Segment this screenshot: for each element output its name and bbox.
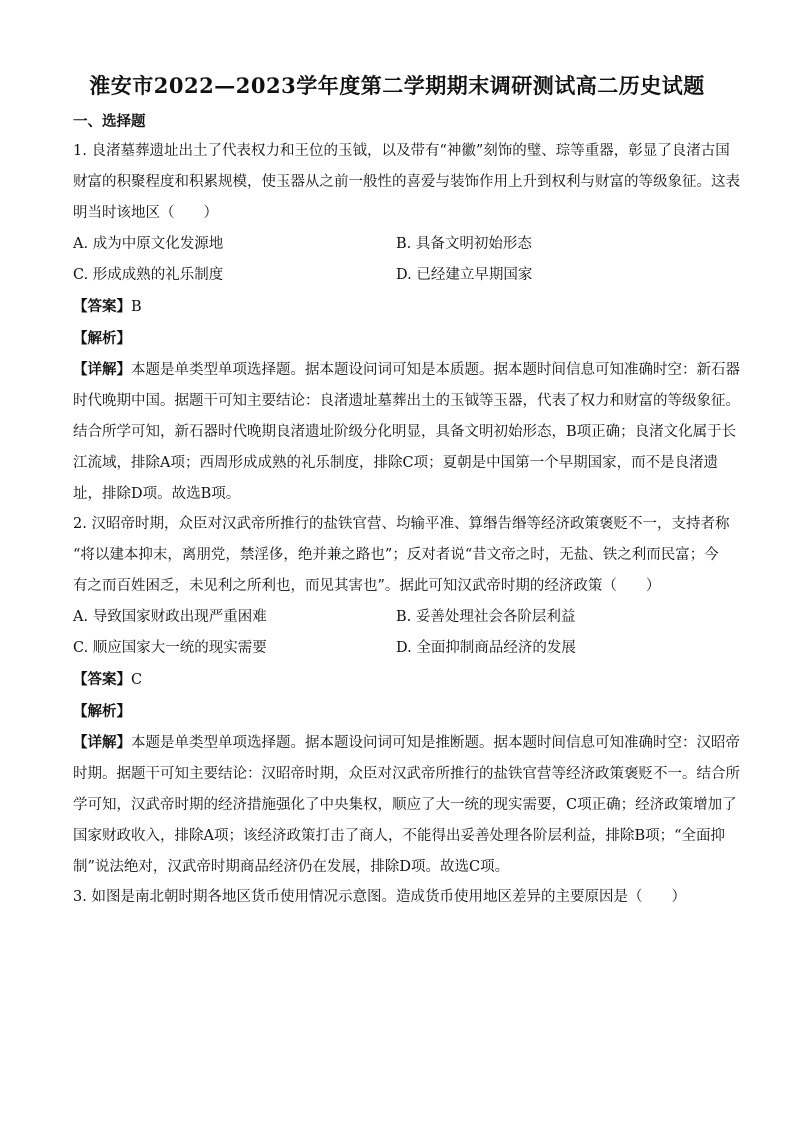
option-c: C. 形成成熟的礼乐制度 [73, 267, 224, 283]
detail-text: 本题是单类型单项选择题。据本题设问词可知是本质题。据本题时间信息可知准确时空：新石器 [131, 362, 740, 378]
detail-line: 结合所学可知，新石器时代晚期良渚遗址阶级分化明显，具备文明初始形态，B项正确；良渚文化属于长 [73, 424, 737, 440]
question-stem-line: 2. 汉昭帝时期，众臣对汉武帝所推行的盐铁官营、均输平准、算缗告缗等经济政策褒贬不一，支持者称 [73, 516, 730, 532]
question-2 [73, 509, 740, 883]
question-3 [73, 882, 723, 913]
detail-line [73, 354, 740, 386]
detail-line: 国家财政收入，排除A项；该经济政策打击了商人，不能得出妥善处理各阶层利益，排除B项；“全面抑 [73, 828, 726, 844]
answer-line [73, 664, 723, 696]
analysis-label: 【解析】 [73, 330, 131, 347]
option-a: A. 成为中原文化发源地 [73, 236, 224, 252]
options-row [73, 260, 723, 291]
answer-line [73, 291, 723, 323]
question-stem-line: 1. 良渚墓葬遗址出土了代表权力和王位的玉钺，以及带有“神徽”刻饰的璧、琮等重器，彰显了良渚古国 [73, 143, 730, 159]
option-c: C. 顺应国家大一统的现实需要 [73, 640, 267, 656]
detail-line: 址，排除D项。故选B项。 [73, 486, 241, 502]
analysis-label: 【解析】 [73, 703, 131, 720]
answer-value: B [131, 299, 142, 315]
detail-line: 时期。据题干可知主要结论：汉昭帝时期，众臣对汉武帝所推行的盐铁官营等经济政策褒贬不一。结合所 [73, 766, 740, 782]
options-row [73, 229, 723, 260]
answer-label: 【答案】 [73, 298, 131, 315]
options-row [73, 602, 723, 633]
options-row [73, 633, 723, 664]
detail-line [73, 727, 740, 759]
detail-line: 学可知，汉武帝时期的经济措施强化了中央集权，顺应了大一统的现实需要，C项正确；经济政策增加了 [73, 797, 737, 813]
detail-line: 江流域，排除A项；西周形成成熟的礼乐制度，排除C项；夏朝是中国第一个早期国家，而不是良渚遗 [73, 455, 719, 471]
question-stem-line: “将以建本抑末，离朋党，禁淫侈，绝并兼之路也”；反对者说“昔文帝之时，无盐、铁之利而民富；今 [73, 547, 719, 563]
option-d: D. 全面抑制商品经济的发展 [396, 640, 576, 656]
answer-label: 【答案】 [73, 671, 131, 688]
question-stem-line: 有之而百姓困乏，未见利之所利也，而见其害也”。据此可知汉武帝时期的经济政策（ ） [73, 578, 661, 594]
option-b: B. 具备文明初始形态 [396, 236, 532, 252]
detail-label: 【详解】 [73, 734, 131, 751]
question-stem-line: 明当时该地区（ ） [73, 205, 218, 221]
detail-line: 制”说法绝对，汉武帝时期商品经济仍在发展，排除D项。故选C项。 [73, 859, 510, 875]
option-b: B. 妥善处理社会各阶层利益 [396, 609, 576, 625]
option-a: A. 导致国家财政出现严重困难 [73, 609, 267, 625]
detail-text: 本题是单类型单项选择题。据本题设问词可知是推断题。据本题时间信息可知准确时空：汉昭帝 [131, 735, 740, 751]
question-1 [73, 136, 740, 510]
question-stem-line: 财富的积聚程度和积累规模，使玉器从之前一般性的喜爱与装饰作用上升到权利与财富的等级象征。这表 [73, 174, 740, 190]
question-stem-line: 3. 如图是南北朝时期各地区货币使用情况示意图。造成货币使用地区差异的主要原因是（ ） [73, 889, 686, 905]
option-d: D. 已经建立早期国家 [396, 267, 533, 283]
page-title: 淮安市2022—2023学年度第二学期期末调研测试高二历史试题 [89, 73, 705, 98]
answer-value: C [131, 672, 143, 688]
detail-line: 时代晚期中国。据题干可知主要结论：良渚遗址墓葬出土的玉钺等玉器，代表了权力和财富的等级象征。 [73, 393, 740, 409]
detail-label: 【详解】 [73, 361, 131, 378]
section-heading: 一、选择题 [73, 113, 146, 130]
